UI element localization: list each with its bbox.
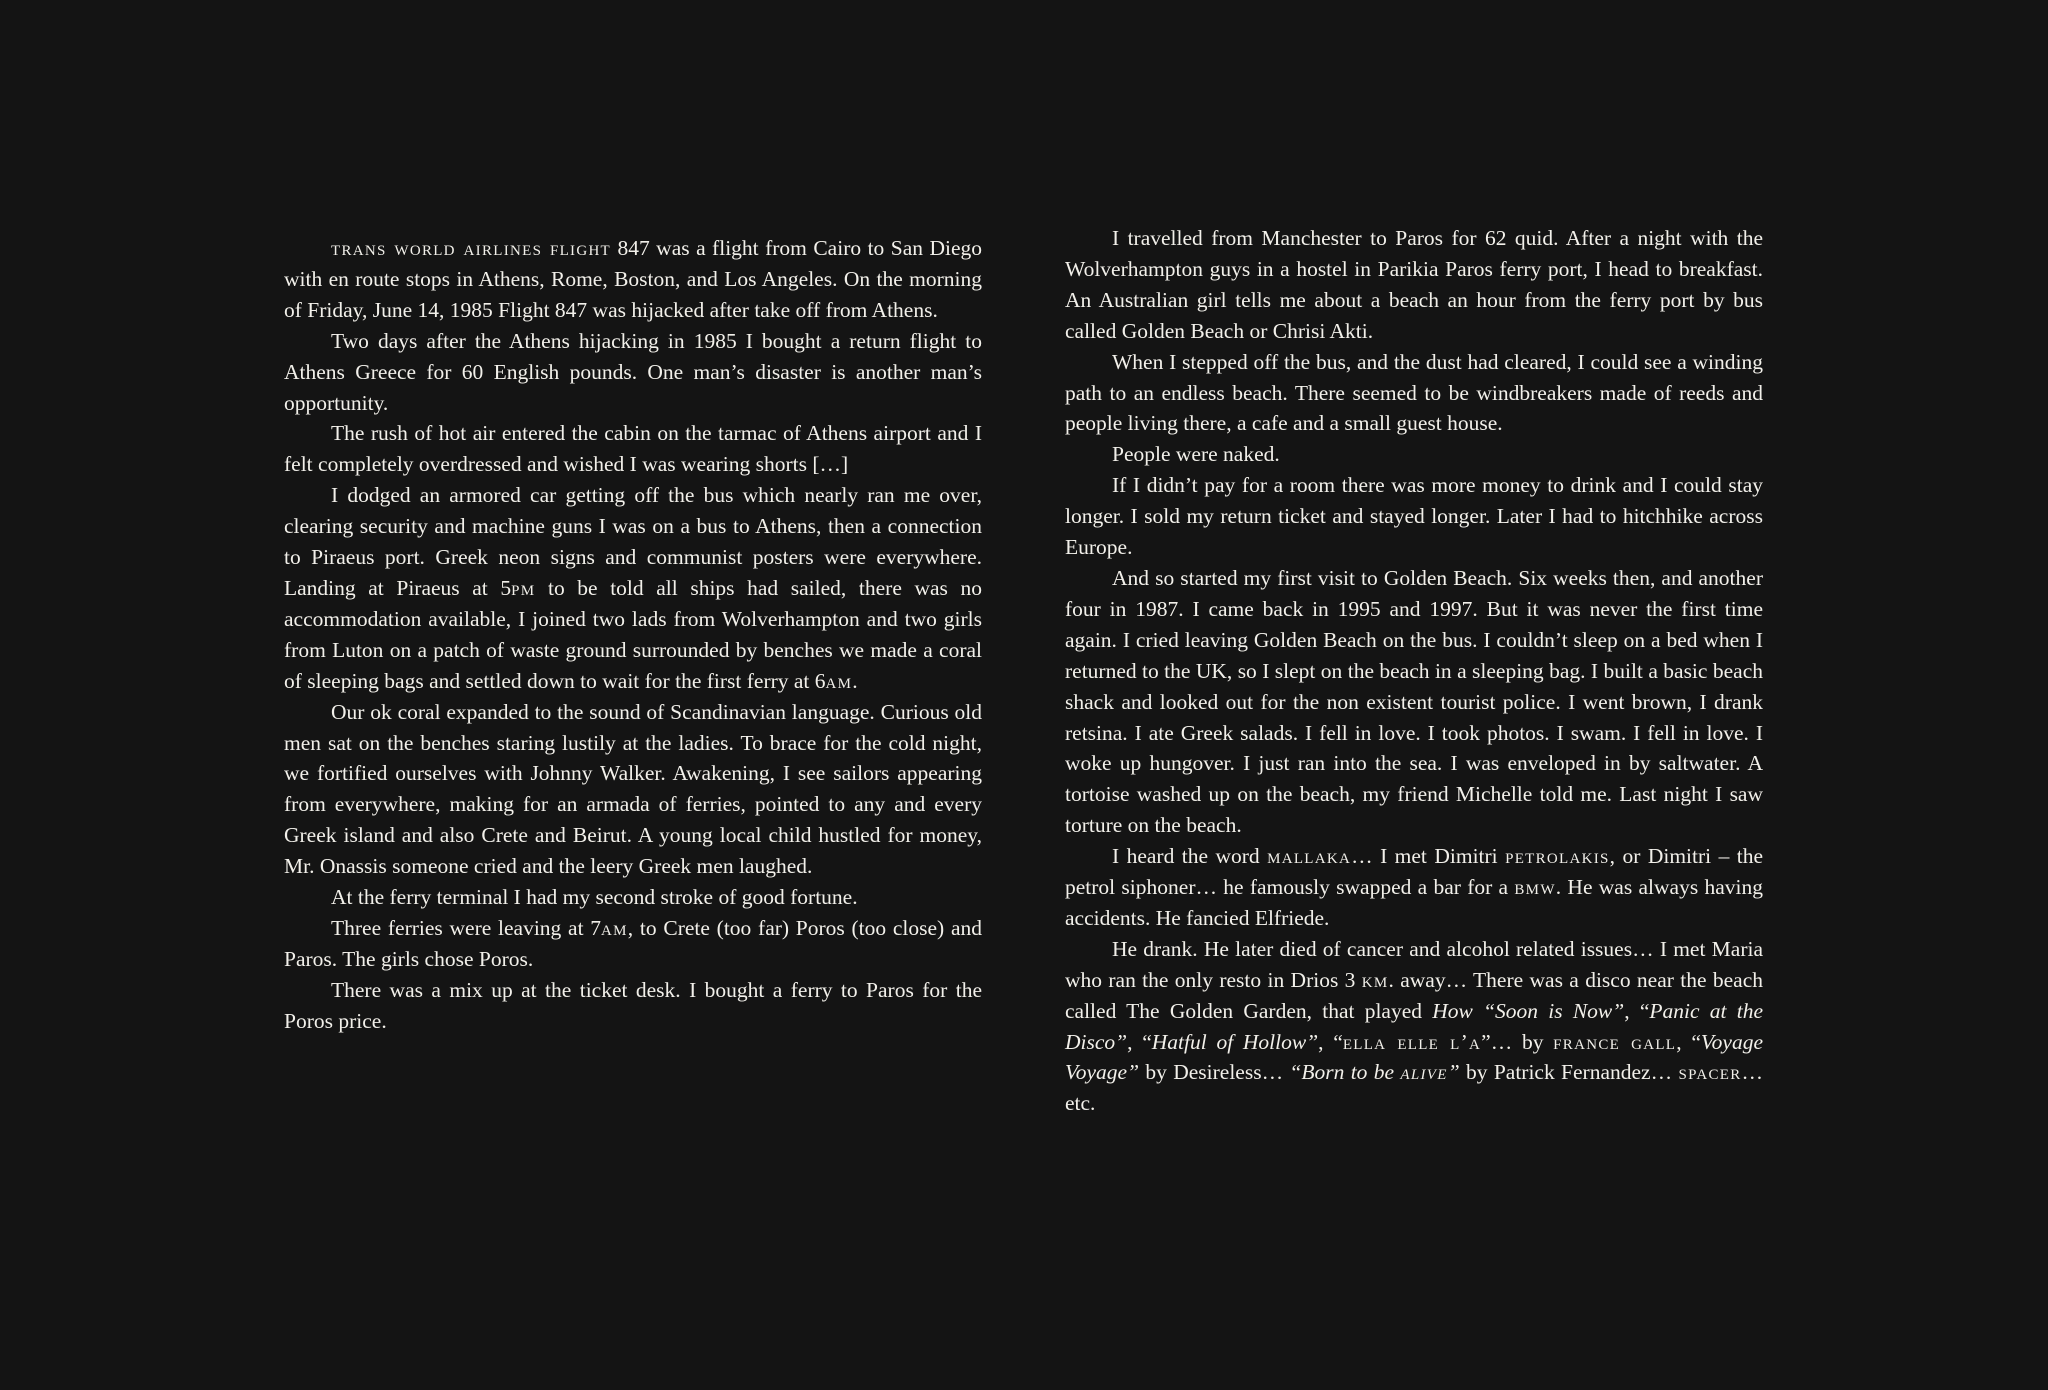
song-title: ella elle l’a: [1342, 1029, 1482, 1054]
paragraph: I travelled from Manchester to Paros for 62 quid. After a night with the Wolverhampton guys in a hostel in Parikia Paros ferry port, I head to breakfast. An Australian girl tells me about a beach an hour from the ferry port by bus called Golden Beach or Chrisi Akti.: [1065, 226, 1763, 343]
paragraph: trans world airlines flight 847 was a flight from Cairo to San Diego with en route stops in Athens, Rome, Boston, and Los Angeles. On the morning of Friday, June 14, 1985 Flight 847 was hijacked after take off from Athens.: [284, 236, 982, 322]
left-text-column: [284, 233, 982, 1037]
song-title: alive: [1400, 1060, 1448, 1085]
song-title: Panic at the Disco”: [1065, 998, 1763, 1054]
right-text-column: [1065, 223, 1763, 1119]
paragraph: I heard the word mallaka… I met Dimitri petrolakis, or Dimitri – the petrol siphoner… he famously swapped a bar for a bmw. He was always having accidents. He fancied Elfriede.: [1065, 844, 1764, 930]
song-title: How “Soon is Now”: [1432, 998, 1625, 1023]
paragraph: I dodged an armored car getting off the bus which nearly ran me over, clearing security and machine guns I was on a bus to Athens, then a connection to Piraeus port. Greek neon signs and communist posters were everywhere. Landing at Piraeus at 5pm to be told all ships had sailed, there was no accommodation available, I joined two lads from Wolverhampton and two girls from Luton on a patch of waste ground surrounded by benches we made a coral of sleeping bags and settled down to wait for the first ferry at 6am.: [284, 483, 982, 693]
artist-name: france gall: [1553, 1029, 1677, 1054]
paragraph: There was a mix up at the ticket desk. I bought a ferry to Paros for the Poros price.: [284, 977, 982, 1033]
paragraph: Two days after the Athens hijacking in 1985 I bought a return flight to Athens Greece for 60 English pounds. One man’s disaster is another man’s opportunity.: [284, 328, 982, 415]
artist-name: spacer: [1678, 1060, 1742, 1085]
paragraph: When I stepped off the bus, and the dust had cleared, I could see a winding path to an endless beach. There seemed to be windbreakers made of reeds and people living there, a cafe and a small guest house.: [1065, 349, 1763, 436]
paragraph: He drank. He later died of cancer and alcohol related issues… I met Maria who ran the only resto in Drios 3 km. away… There was a disco near the beach called The Golden Garden, that played How “Soon is Now”, “Panic at the Disco”, “Hatful of Hollow”, “ella elle l’a”… by france gall, “Voyage Voyage” by Desireless… “Born to be alive” by Patrick Fernandez… spacer… etc.: [1065, 936, 1764, 1116]
paragraph: If I didn’t pay for a room there was more money to drink and I could stay longer. I sold my return ticket and stayed longer. Later I had to hitchhike across Europe.: [1065, 473, 1763, 560]
paragraph: Our ok coral expanded to the sound of Scandinavian language. Curious old men sat on the benches staring lustily at the ladies. To brace for the cold night, we fortified ourselves with Johnny Walker. Awakening, I see sailors appearing from everywhere, making for an armada of ferries, pointed to any and every Greek island and also Crete and Beirut. A young local child hustled for money, Mr. Onassis someone cried and the leery Greek men laughed.: [284, 699, 982, 879]
paragraph: People were naked.: [1112, 442, 1280, 467]
song-title: Voyage Voyage”: [1065, 1029, 1764, 1085]
song-title: “Born to be: [1289, 1060, 1401, 1085]
small-caps-lead: trans world airlines flight: [331, 236, 612, 260]
paragraph: Three ferries were leaving at 7am, to Crete (too far) Poros (too close) and Paros. The girls chose Poros.: [284, 915, 982, 971]
paragraph: And so started my first visit to Golden Beach. Six weeks then, and another four in 1987. I came back in 1995 and 1997. But it was never the first time again. I cried leaving Golden Beach on the bus. I couldn’t sleep on a bed when I returned to the UK, so I slept on the beach in a sleeping bag. I built a basic beach shack and looked out for the non existent tourist police. I went brown, I drank retsina. I ate Greek salads. I fell in love. I took photos. I swam. I fell in love. I woke up hungover. I just ran into the sea. I was enveloped in by saltwater. A tortoise washed up on the beach, my friend Michelle told me. Last night I saw torture on the beach.: [1065, 565, 1763, 838]
paragraph: At the ferry terminal I had my second stroke of good fortune.: [331, 885, 858, 910]
song-title: Hatful of Hollow”: [1151, 1029, 1319, 1054]
paragraph: The rush of hot air entered the cabin on the tarmac of Athens airport and I felt completely overdressed and wished I was wearing shorts […]: [284, 421, 982, 477]
